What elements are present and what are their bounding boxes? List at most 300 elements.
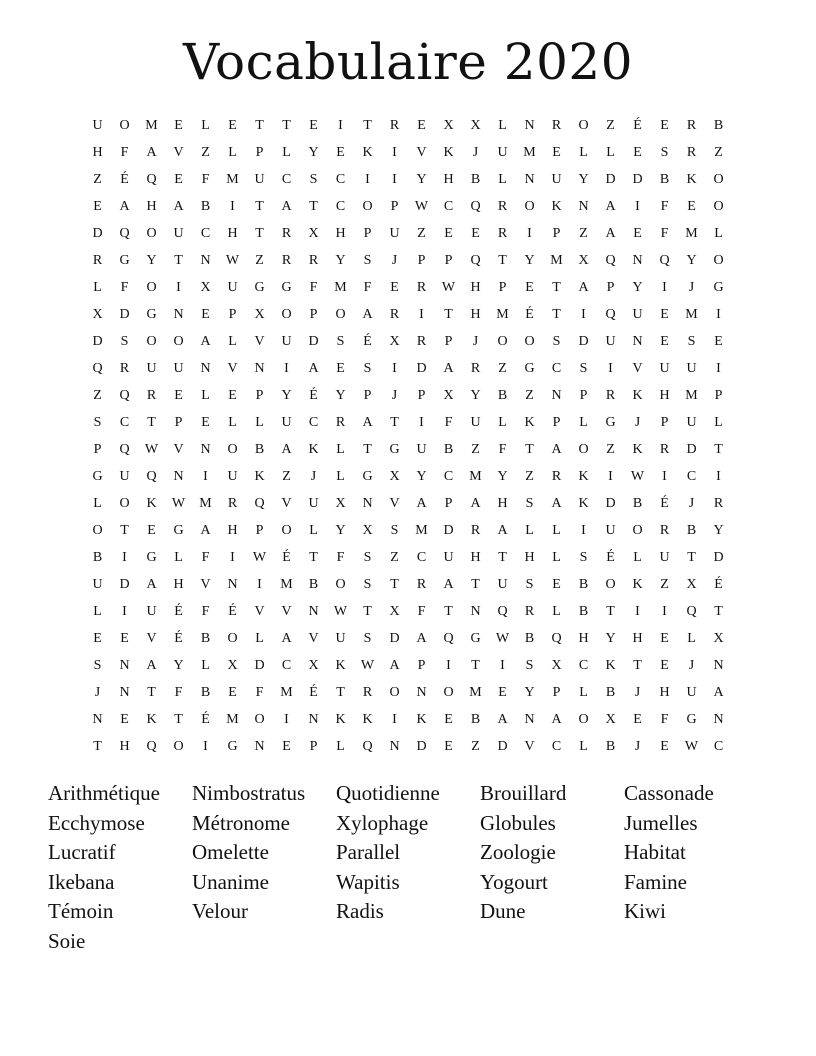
grid-letter: U [146,361,157,376]
grid-letter: M [685,388,698,403]
grid-letter: M [685,226,698,241]
grid-letter: T [606,604,615,619]
grid-letter: I [419,307,424,322]
grid-letter: Z [417,226,426,241]
grid-letter: T [309,550,318,565]
grid-letter: Q [119,442,130,457]
grid-letter: Z [525,469,534,484]
word-list-item: Cassonade [624,781,714,805]
grid-letter: H [119,739,130,754]
grid-letter: P [714,388,723,403]
grid-letter: A [146,145,157,160]
grid-letter: E [120,712,129,727]
grid-letter: S [687,334,696,349]
grid-letter: I [581,523,586,538]
grid-letter: I [176,280,181,295]
grid-letter: Z [660,577,669,592]
grid-letter: U [92,577,103,592]
grid-letter: L [579,415,588,430]
grid-letter: H [659,685,670,700]
grid-letter: D [605,172,616,187]
grid-letter: I [392,712,397,727]
word-list-item: Quotidienne [336,781,440,805]
grid-letter: P [444,334,453,349]
grid-letter: X [551,658,562,673]
grid-letter: S [120,334,129,349]
word-list-item: Lucratif [48,840,116,864]
grid-letter: G [389,442,400,457]
grid-letter: É [120,172,129,187]
grid-letter: U [470,415,481,430]
grid-row [84,166,732,193]
grid-letter: L [525,523,534,538]
grid-letter: Q [605,253,616,268]
grid-letter: Y [173,658,184,673]
grid-letter: É [309,388,318,403]
grid-letter: É [714,577,723,592]
grid-letter: J [391,388,398,403]
grid-letter: X [335,496,346,511]
grid-letter: É [174,604,183,619]
grid-letter: N [632,253,643,268]
word-list-item: Jumelles [624,810,698,835]
grid-letter: K [686,172,697,187]
grid-letter: Z [255,253,264,268]
word-list-item: Wapitis [336,869,400,894]
grid-letter: E [336,145,345,160]
grid-row [84,382,732,409]
grid-letter: K [578,496,589,511]
grid-letter: H [578,631,589,646]
grid-letter: I [284,712,289,727]
grid-letter: V [173,442,184,457]
grid-letter: L [93,496,102,511]
grid-letter: O [713,199,724,214]
grid-letter: H [92,145,103,160]
grid-row [84,679,732,706]
grid-letter: O [146,226,157,241]
grid-letter: F [120,280,129,295]
grid-letter: U [119,469,130,484]
grid-letter: P [390,199,399,214]
grid-letter: R [146,388,157,403]
grid-letter: H [659,388,670,403]
grid-letter: V [416,145,427,160]
grid-letter: P [417,388,426,403]
grid-letter: E [120,631,129,646]
grid-letter: T [363,118,372,133]
grid-letter: L [336,442,345,457]
grid-letter: N [551,388,562,403]
grid-letter: L [93,604,102,619]
grid-row [84,571,732,598]
grid-letter: R [497,226,508,241]
grid-letter: G [281,280,292,295]
grid-letter: M [496,307,509,322]
grid-letter: E [498,685,507,700]
grid-letter: Q [497,604,508,619]
grid-letter: A [281,199,292,214]
grid-letter: K [335,712,346,727]
grid-letter: L [255,631,264,646]
grid-letter: P [309,307,318,322]
grid-letter: B [632,496,643,511]
grid-letter: A [551,712,562,727]
grid-letter: E [174,388,183,403]
grid-letter: R [308,253,319,268]
grid-letter: R [470,523,481,538]
grid-letter: Y [416,172,427,187]
grid-letter: Y [281,388,292,403]
grid-letter: I [230,550,235,565]
grid-letter: U [146,604,157,619]
grid-letter: Z [201,145,210,160]
word-list-item: Témoin [48,899,114,923]
grid-letter: T [174,253,183,268]
grid-letter: L [552,523,561,538]
grid-letter: I [662,604,667,619]
grid-letter: U [497,577,508,592]
grid-letter: D [119,307,130,322]
grid-letter: N [470,604,481,619]
grid-row [84,301,732,328]
grid-letter: J [472,145,479,160]
grid-letter: L [579,685,588,700]
grid-letter: J [634,739,641,754]
grid-letter: M [523,145,536,160]
grid-letter: G [605,415,616,430]
grid-letter: C [335,172,346,187]
word-list-item: Arithmétique [48,781,160,805]
grid-letter: N [416,685,427,700]
grid-letter: P [255,388,264,403]
grid-letter: T [714,442,723,457]
grid-letter: K [443,145,454,160]
grid-letter: D [578,334,589,349]
grid-letter: W [495,631,510,646]
grid-letter: V [173,145,184,160]
grid-letter: T [390,415,399,430]
grid-letter: Z [390,550,399,565]
grid-letter: G [119,253,130,268]
grid-letter: S [579,361,588,376]
grid-letter: U [254,172,265,187]
grid-letter: O [578,442,589,457]
grid-letter: H [470,550,481,565]
grid-letter: D [632,172,643,187]
grid-letter: S [309,172,318,187]
grid-letter: G [470,631,481,646]
grid-letter: I [338,118,343,133]
grid-letter: U [416,442,427,457]
grid-letter: S [363,550,372,565]
word-list-item: Famine [624,869,687,894]
grid-letter: P [309,739,318,754]
grid-letter: W [630,469,645,484]
grid-letter: Z [714,145,723,160]
grid-letter: T [282,118,291,133]
grid-letter: Y [497,469,508,484]
word-list-item: Ikebana [48,869,115,894]
grid-letter: H [497,496,508,511]
grid-letter: F [660,199,669,214]
grid-letter: D [497,739,508,754]
grid-letter: P [417,658,426,673]
grid-letter: O [146,280,157,295]
grid-letter: S [363,631,372,646]
grid-letter: Q [146,172,157,187]
grid-letter: J [688,658,695,673]
grid-letter: B [578,577,589,592]
grid-letter: Y [686,253,697,268]
grid-letter: G [146,550,157,565]
grid-letter: F [309,280,318,295]
grid-letter: T [174,712,183,727]
grid-letter: X [389,469,400,484]
grid-letter: Q [470,199,481,214]
grid-letter: I [581,307,586,322]
grid-letter: B [200,685,211,700]
grid-letter: A [605,199,616,214]
grid-letter: É [525,307,534,322]
grid-letter: Q [470,253,481,268]
grid-letter: O [119,496,130,511]
grid-letter: L [174,550,183,565]
grid-letter: A [497,523,508,538]
grid-letter: A [119,199,130,214]
grid-letter: U [227,280,238,295]
grid-letter: E [633,712,642,727]
grid-letter: N [308,712,319,727]
grid-letter: X [713,631,724,646]
grid-letter: X [254,307,265,322]
grid-letter: O [389,685,400,700]
grid-letter: G [686,712,697,727]
grid-letter: N [524,172,535,187]
grid-letter: J [634,685,641,700]
grid-letter: E [336,361,345,376]
grid-letter: B [605,685,616,700]
grid-letter: E [660,658,669,673]
grid-letter: G [173,523,184,538]
grid-letter: F [120,145,129,160]
grid-letter: X [578,253,589,268]
grid-letter: P [93,442,102,457]
grid-letter: W [414,199,429,214]
grid-letter: R [551,469,562,484]
grid-letter: É [660,496,669,511]
grid-letter: D [308,334,319,349]
grid-letter: Z [525,388,534,403]
grid-letter: Z [606,118,615,133]
grid-letter: O [524,199,535,214]
grid-letter: K [335,658,346,673]
grid-letter: O [227,631,238,646]
grid-letter: L [552,604,561,619]
grid-letter: J [391,253,398,268]
grid-letter: S [579,550,588,565]
grid-letter: S [363,577,372,592]
grid-letter: Y [470,388,481,403]
grid-letter: B [578,604,589,619]
grid-letter: O [578,118,589,133]
grid-letter: O [497,334,508,349]
grid-letter: C [200,226,211,241]
grid-letter: F [201,172,210,187]
word-list-item: Omelette [192,840,269,864]
grid-letter: Y [335,523,346,538]
grid-row [84,247,732,274]
grid-letter: W [441,280,456,295]
grid-letter: U [443,550,454,565]
grid-letter: B [200,631,211,646]
grid-letter: P [444,496,453,511]
grid-letter: V [281,496,292,511]
grid-row [84,463,732,490]
grid-letter: I [203,739,208,754]
grid-letter: N [200,442,211,457]
grid-letter: B [524,631,535,646]
grid-letter: S [552,334,561,349]
grid-letter: T [309,199,318,214]
grid-letter: R [605,388,616,403]
grid-letter: T [93,739,102,754]
grid-letter: A [443,361,454,376]
grid-letter: U [389,226,400,241]
grid-letter: I [635,199,640,214]
grid-letter: C [281,658,292,673]
grid-letter: R [659,442,670,457]
grid-letter: R [416,577,427,592]
grid-letter: L [201,658,210,673]
grid-letter: F [660,226,669,241]
grid-letter: K [308,442,319,457]
grid-letter: D [443,523,454,538]
grid-letter: A [605,226,616,241]
grid-letter: B [470,712,481,727]
grid-letter: U [227,469,238,484]
grid-letter: K [146,712,157,727]
grid-letter: A [578,280,589,295]
grid-letter: N [362,496,373,511]
grid-letter: L [498,172,507,187]
grid-letter: T [363,604,372,619]
grid-letter: T [336,685,345,700]
grid-letter: X [227,658,238,673]
grid-letter: U [659,550,670,565]
grid-letter: E [660,118,669,133]
word-list-item: Unanime [192,869,269,894]
grid-letter: Q [92,361,103,376]
grid-letter: L [714,415,723,430]
grid-letter: N [524,712,535,727]
grid-letter: W [144,442,159,457]
grid-letter: O [173,334,184,349]
grid-letter: L [633,550,642,565]
grid-letter: N [92,712,103,727]
grid-letter: K [578,469,589,484]
grid-letter: X [686,577,697,592]
grid-letter: N [200,361,211,376]
grid-letter: E [201,415,210,430]
grid-letter: L [93,280,102,295]
grid-letter: R [686,145,697,160]
grid-letter: A [551,496,562,511]
grid-letter: A [713,685,724,700]
grid-letter: I [500,658,505,673]
grid-letter: Y [308,145,319,160]
grid-letter: U [308,496,319,511]
grid-letter: T [120,523,129,538]
grid-letter: B [686,523,697,538]
grid-letter: R [416,280,427,295]
grid-letter: Y [335,253,346,268]
grid-letter: T [633,658,642,673]
grid-letter: I [419,415,424,430]
grid-letter: P [606,280,615,295]
grid-letter: É [309,685,318,700]
grid-letter: N [713,712,724,727]
grid-letter: O [578,712,589,727]
grid-letter: U [335,631,346,646]
grid-letter: L [255,415,264,430]
grid-letter: U [173,226,184,241]
grid-letter: N [119,685,130,700]
grid-letter: L [336,469,345,484]
grid-letter: U [659,361,670,376]
grid-letter: R [92,253,103,268]
word-list-item: Velour [192,899,248,923]
grid-letter: E [93,631,102,646]
grid-letter: I [122,604,127,619]
grid-letter: E [174,172,183,187]
grid-letter: L [228,145,237,160]
grid-letter: Z [498,361,507,376]
grid-letter: O [443,685,454,700]
grid-letter: E [417,118,426,133]
grid-letter: H [524,550,535,565]
grid-letter: E [201,307,210,322]
grid-letter: A [200,334,211,349]
grid-letter: Q [659,253,670,268]
grid-letter: D [92,334,103,349]
grid-letter: N [173,307,184,322]
grid-letter: Y [524,685,535,700]
grid-letter: W [225,253,240,268]
grid-letter: A [389,658,400,673]
grid-letter: S [525,577,534,592]
grid-letter: I [392,172,397,187]
grid-letter: F [498,442,507,457]
grid-letter: M [199,496,212,511]
grid-letter: Q [443,631,454,646]
grid-letter: O [92,523,103,538]
grid-letter: Z [282,469,291,484]
grid-letter: P [552,415,561,430]
grid-letter: V [146,631,157,646]
grid-row [84,193,732,220]
word-list-item: Nimbostratus [192,781,306,805]
grid-row [84,652,732,679]
grid-letter: W [684,739,699,754]
grid-letter: N [308,604,319,619]
grid-letter: R [119,361,130,376]
grid-letter: R [659,523,670,538]
grid-letter: V [254,334,265,349]
grid-letter: Z [471,442,480,457]
grid-letter: T [714,604,723,619]
grid-letter: P [363,388,372,403]
